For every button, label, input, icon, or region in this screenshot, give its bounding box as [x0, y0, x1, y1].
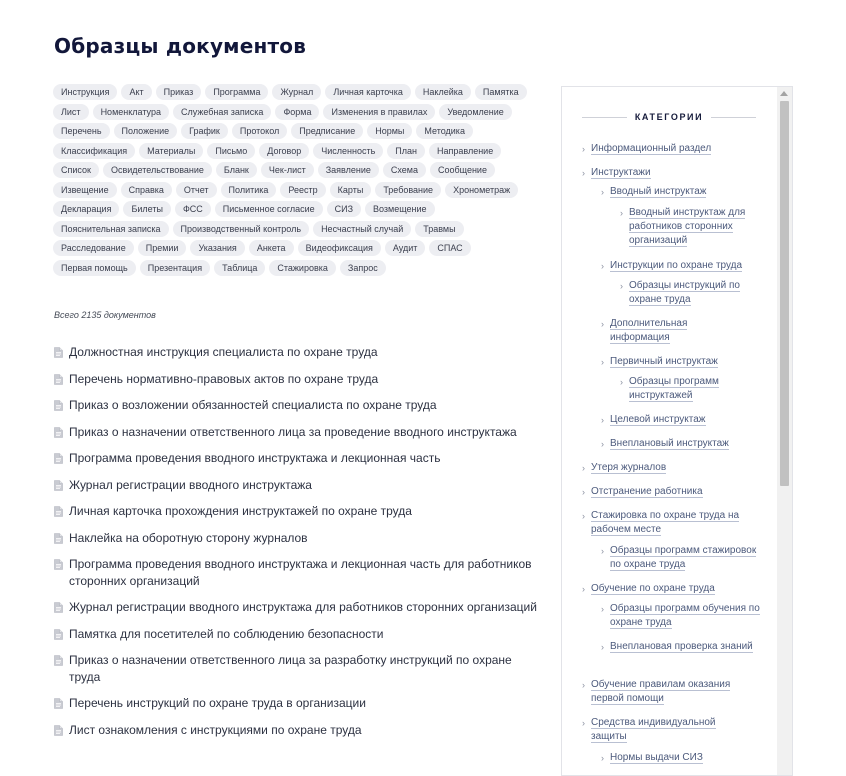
- category-label[interactable]: Образцы инструкций по охране труда: [629, 280, 740, 305]
- tag-chip[interactable]: Материалы: [139, 143, 203, 159]
- document-item[interactable]: [54, 626, 546, 643]
- tag-chip[interactable]: Видеофиксация: [298, 240, 381, 256]
- tag-chip[interactable]: Билеты: [123, 201, 170, 217]
- category-link[interactable]: [601, 437, 780, 451]
- scroll-up-arrow-icon[interactable]: [780, 91, 788, 96]
- tag-chip[interactable]: Чек-лист: [261, 162, 314, 178]
- category-label[interactable]: Образцы программ стажировок по охране труда: [610, 545, 757, 570]
- tag-chip[interactable]: Журнал: [272, 84, 321, 100]
- tag-chip[interactable]: Политика: [221, 182, 277, 198]
- document-link[interactable]: Приказ о возложении обязанностей специалиста по охране труда: [69, 398, 437, 412]
- tag-chip[interactable]: Производственный контроль: [173, 221, 310, 237]
- category-link[interactable]: [582, 678, 761, 706]
- tag-chip[interactable]: Презентация: [140, 260, 210, 276]
- chevron-right-icon: ›: [620, 208, 623, 218]
- tag-chip[interactable]: Освидетельствование: [103, 162, 212, 178]
- document-item[interactable]: [54, 530, 546, 547]
- document-link[interactable]: Перечень инструкций по охране труда в организации: [69, 696, 366, 710]
- chevron-right-icon: ›: [582, 718, 585, 728]
- category-link[interactable]: [582, 582, 771, 596]
- tag-chip[interactable]: Нормы: [367, 123, 412, 139]
- category-link[interactable]: [601, 317, 730, 345]
- tag-chip[interactable]: Приказ: [156, 84, 202, 100]
- document-item[interactable]: [54, 722, 546, 739]
- document-link[interactable]: Журнал регистрации вводного инструктажа: [69, 477, 312, 492]
- category-link[interactable]: [582, 461, 771, 475]
- tag-chip[interactable]: Наклейка: [415, 84, 471, 100]
- category-label[interactable]: Стажировка по охране труда на рабочем месте: [591, 510, 740, 535]
- tag-chip[interactable]: Протокол: [232, 123, 287, 139]
- category-label[interactable]: Средства индивидуальной защиты: [591, 717, 716, 742]
- tag-chip[interactable]: Письмо: [207, 143, 255, 159]
- category-link[interactable]: [582, 509, 766, 537]
- chevron-right-icon: ›: [601, 439, 604, 449]
- tag-chip[interactable]: Реестр: [280, 182, 325, 198]
- document-count: Всего 2135 документов: [54, 310, 156, 320]
- tag-chip[interactable]: Личная карточка: [325, 84, 411, 100]
- category-link[interactable]: [620, 279, 769, 307]
- sidebar-scrollbar[interactable]: [777, 87, 792, 775]
- tag-chip[interactable]: Заявление: [318, 162, 379, 178]
- document-link[interactable]: Приказ о назначении ответственного лица за разработку инструкций по охране труда: [69, 653, 512, 684]
- category-link[interactable]: [582, 716, 751, 744]
- chevron-right-icon: ›: [601, 357, 604, 367]
- category-link[interactable]: [601, 602, 770, 630]
- document-link[interactable]: Программа проведения вводного инструктажа и лекционная часть: [69, 451, 441, 465]
- document-item[interactable]: [54, 695, 546, 712]
- tag-chip[interactable]: Направление: [429, 143, 501, 159]
- tag-chip[interactable]: Классификация: [53, 143, 135, 159]
- tag-chip[interactable]: Договор: [259, 143, 309, 159]
- tag-chip[interactable]: Перечень: [53, 123, 110, 139]
- tag-chip[interactable]: График: [181, 123, 228, 139]
- file-icon: [54, 505, 63, 516]
- scrollbar-thumb[interactable]: [780, 101, 789, 486]
- tag-chip[interactable]: Форма: [275, 104, 319, 120]
- chevron-right-icon: ›: [582, 680, 585, 690]
- page-title: Образцы документов: [54, 34, 307, 58]
- tag-chip[interactable]: Стажировка: [269, 260, 336, 276]
- tag-chip[interactable]: Анкета: [249, 240, 294, 256]
- tag-chip[interactable]: Аудит: [385, 240, 426, 256]
- category-link[interactable]: [582, 166, 771, 180]
- tag-chip[interactable]: Численность: [313, 143, 383, 159]
- document-item[interactable]: [54, 652, 546, 685]
- chevron-right-icon: ›: [582, 584, 585, 594]
- tag-chip[interactable]: Уведомление: [439, 104, 511, 120]
- tag-chip[interactable]: Лист: [53, 104, 89, 120]
- document-item[interactable]: [54, 599, 546, 616]
- document-item[interactable]: [54, 371, 546, 388]
- chevron-right-icon: ›: [601, 753, 604, 763]
- category-label[interactable]: Инструктажи: [591, 167, 651, 178]
- tag-chip[interactable]: Карты: [330, 182, 372, 198]
- tag-chip[interactable]: Запрос: [340, 260, 386, 276]
- category-label[interactable]: Образцы программ инструктажей: [629, 376, 719, 401]
- category-link[interactable]: [620, 375, 759, 403]
- chevron-right-icon: ›: [601, 261, 604, 271]
- tag-chip[interactable]: Положение: [114, 123, 178, 139]
- tag-chip[interactable]: СИЗ: [327, 201, 361, 217]
- category-label[interactable]: Утеря журналов: [591, 462, 667, 473]
- file-icon: [54, 628, 63, 639]
- category-link[interactable]: [601, 413, 780, 427]
- chevron-right-icon: ›: [582, 463, 585, 473]
- tag-chip[interactable]: Декларация: [53, 201, 119, 217]
- tag-chip[interactable]: Пояснительная записка: [53, 221, 169, 237]
- chevron-right-icon: ›: [601, 319, 604, 329]
- category-label[interactable]: Целевой инструктаж: [610, 414, 706, 425]
- file-icon: [54, 724, 63, 735]
- chevron-right-icon: ›: [601, 642, 604, 652]
- heading-divider-right: [711, 117, 756, 118]
- document-item[interactable]: [54, 424, 546, 441]
- category-link[interactable]: [620, 206, 769, 248]
- heading-divider-left: [582, 117, 627, 118]
- file-icon: [54, 654, 63, 665]
- file-icon: [54, 373, 63, 384]
- file-icon: [54, 399, 63, 410]
- category-link[interactable]: [582, 142, 771, 156]
- tag-chip[interactable]: Премии: [138, 240, 187, 256]
- tag-chip[interactable]: Схема: [383, 162, 426, 178]
- file-icon: [54, 697, 63, 708]
- tag-chip[interactable]: Служебная записка: [173, 104, 271, 120]
- category-link[interactable]: [601, 355, 780, 369]
- category-label[interactable]: Обучение по охране труда: [591, 583, 715, 594]
- tag-chip[interactable]: Сообщение: [430, 162, 495, 178]
- tag-chip[interactable]: Возмещение: [365, 201, 435, 217]
- chevron-right-icon: ›: [582, 511, 585, 521]
- tag-chip[interactable]: Хронометраж: [445, 182, 518, 198]
- category-label[interactable]: Внеплановый инструктаж: [610, 438, 729, 449]
- file-icon: [54, 532, 63, 543]
- category-label[interactable]: Дополнительная информация: [610, 318, 688, 343]
- category-label[interactable]: Образцы программ обучения по охране труда: [610, 603, 760, 628]
- tag-chip[interactable]: Бланк: [216, 162, 257, 178]
- category-label[interactable]: Инструкции по охране труда: [610, 260, 743, 271]
- category-link[interactable]: [601, 751, 760, 765]
- tag-chip[interactable]: Травмы: [415, 221, 463, 237]
- tag-chip[interactable]: Требование: [375, 182, 441, 198]
- file-icon: [54, 452, 63, 463]
- document-link[interactable]: Лист ознакомления с инструкциями по охране труда: [69, 722, 362, 737]
- document-link[interactable]: Памятка для посетителей по соблюдению безопасности: [69, 626, 384, 641]
- category-link[interactable]: [601, 544, 760, 572]
- document-item[interactable]: [54, 344, 546, 361]
- document-link[interactable]: Должностная инструкция специалиста по охране труда: [69, 345, 378, 359]
- chevron-right-icon: ›: [582, 168, 585, 178]
- document-item[interactable]: [54, 556, 546, 589]
- tag-chip[interactable]: Первая помощь: [53, 260, 136, 276]
- tag-chip[interactable]: Инструкция: [53, 84, 117, 100]
- category-link[interactable]: [601, 640, 760, 654]
- tag-chip[interactable]: Акт: [121, 84, 151, 100]
- tag-chip[interactable]: Памятка: [475, 84, 527, 100]
- file-icon: [54, 558, 63, 569]
- categories-heading-label: КАТЕГОРИИ: [634, 112, 704, 122]
- tag-chip[interactable]: Указания: [190, 240, 244, 256]
- document-link[interactable]: Наклейка на оборотную сторону журналов: [69, 530, 308, 545]
- tag-chip[interactable]: Методика: [416, 123, 473, 139]
- tag-cloud: [53, 84, 543, 276]
- tag-chip[interactable]: Справка: [121, 182, 172, 198]
- category-label[interactable]: Вводный инструктаж: [610, 186, 707, 197]
- category-label[interactable]: Первичный инструктаж: [610, 356, 718, 367]
- document-link[interactable]: Программа проведения вводного инструктажа и лекционная часть для работников сторонних организаций: [69, 557, 532, 588]
- document-list: [54, 344, 546, 748]
- chevron-right-icon: ›: [601, 604, 604, 614]
- tag-chip[interactable]: Письменное согласие: [215, 201, 323, 217]
- tag-chip[interactable]: СПАС: [429, 240, 470, 256]
- tag-chip[interactable]: Отчет: [176, 182, 217, 198]
- category-label[interactable]: Вводный инструктаж для работников сторонних организаций: [629, 207, 746, 246]
- category-label[interactable]: Нормы выдачи СИЗ: [610, 752, 703, 763]
- category-link[interactable]: [582, 485, 771, 499]
- tag-chip[interactable]: Таблица: [214, 260, 265, 276]
- tag-chip[interactable]: Предписание: [291, 123, 363, 139]
- chevron-right-icon: ›: [601, 415, 604, 425]
- tag-chip[interactable]: Извещение: [53, 182, 117, 198]
- document-link[interactable]: Личная карточка прохождения инструктажей по охране труда: [69, 504, 412, 518]
- category-label[interactable]: Отстранение работника: [591, 486, 703, 497]
- tag-chip[interactable]: Изменения в правилах: [323, 104, 435, 120]
- category-label[interactable]: Обучение правилам оказания первой помощи: [591, 679, 731, 704]
- document-link[interactable]: Приказ о назначении ответственного лица за проведение вводного инструктажа: [69, 424, 517, 439]
- document-item[interactable]: [54, 450, 546, 467]
- document-link[interactable]: Журнал регистрации вводного инструктажа для работников сторонних организаций: [69, 600, 537, 614]
- chevron-right-icon: ›: [601, 187, 604, 197]
- tag-chip[interactable]: Список: [53, 162, 99, 178]
- chevron-right-icon: ›: [582, 487, 585, 497]
- tag-chip[interactable]: Несчастный случай: [313, 221, 411, 237]
- categories-sidebar: [561, 86, 793, 776]
- category-link[interactable]: [601, 185, 780, 199]
- tag-chip[interactable]: Расследование: [53, 240, 134, 256]
- category-link[interactable]: [601, 259, 780, 273]
- tag-chip[interactable]: План: [387, 143, 425, 159]
- file-icon: [54, 601, 63, 612]
- chevron-right-icon: ›: [620, 377, 623, 387]
- category-label[interactable]: Внеплановая проверка знаний: [610, 641, 753, 652]
- file-icon: [54, 479, 63, 490]
- file-icon: [54, 426, 63, 437]
- chevron-right-icon: ›: [601, 546, 604, 556]
- document-item[interactable]: [54, 397, 546, 414]
- document-item[interactable]: [54, 477, 546, 494]
- chevron-right-icon: ›: [620, 281, 623, 291]
- document-link[interactable]: Перечень нормативно-правовых актов по охране труда: [69, 371, 379, 386]
- file-icon: [54, 346, 63, 357]
- categories-heading: [582, 111, 756, 123]
- category-label[interactable]: Информационный раздел: [591, 143, 712, 154]
- chevron-right-icon: ›: [582, 144, 585, 154]
- tag-chip[interactable]: ФСС: [175, 201, 211, 217]
- tag-chip[interactable]: Программа: [205, 84, 268, 100]
- tag-chip[interactable]: Номенклатура: [93, 104, 169, 120]
- document-item[interactable]: [54, 503, 546, 520]
